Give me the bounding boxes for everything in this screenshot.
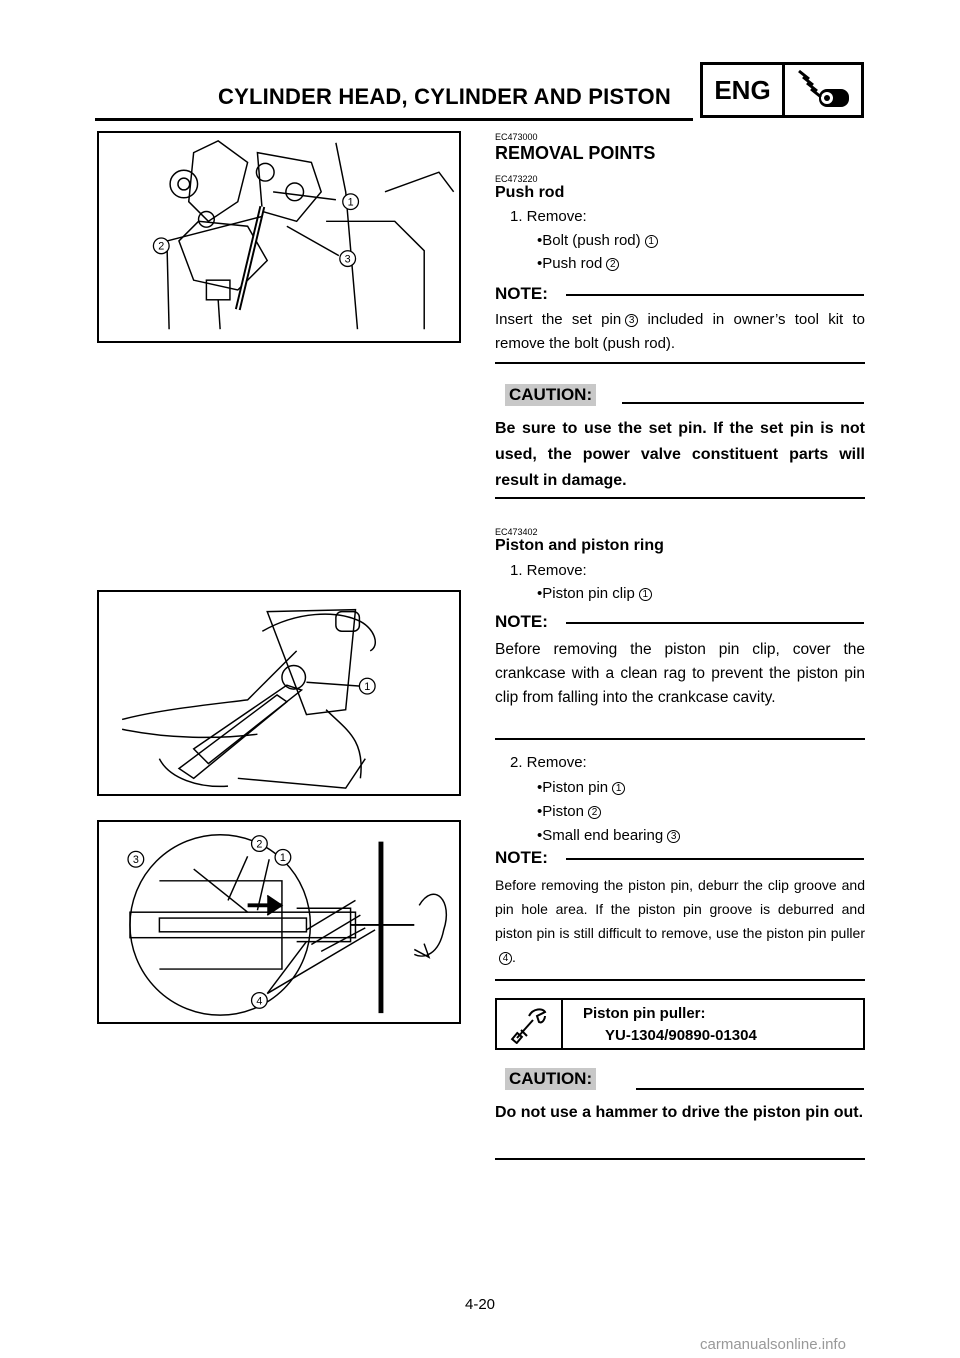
caution-rule <box>636 1088 864 1090</box>
pushrod-heading: Push rod <box>495 184 565 201</box>
piston-code: EC473402 <box>495 527 538 537</box>
fig3-callout-4: 4 <box>256 995 263 1008</box>
piston-note2-text: Before removing the piston pin, deburr the clip groove and pin hole area. If the piston pin groove is deburred and piston pin is still difficult to remove, use the piston pin puller4 . <box>495 877 865 965</box>
pushrod-note-label: NOTE: <box>495 284 548 303</box>
eng-section-badge <box>700 62 864 118</box>
watermark: carmanualsonline.info <box>700 1336 846 1353</box>
piston-item-clip: • Piston pin clip 1 <box>537 583 652 605</box>
piston-caution-label: CAUTION: <box>505 1068 596 1090</box>
piston-step-2: 2. Remove: <box>510 754 587 771</box>
ref-4: 4 <box>499 952 512 965</box>
ref-3: 3 <box>625 314 638 327</box>
piston-caution-text: Do not use a hammer to drive the piston pin out. <box>495 1104 864 1121</box>
piston-item-bearing: • Small end bearing 3 <box>537 825 680 847</box>
ref-1: 1 <box>612 782 625 795</box>
pushrod-code: EC473220 <box>495 174 538 184</box>
tool-code: YU-1304/90890-01304 <box>605 1027 757 1044</box>
fig1-callout-2: 2 <box>158 240 165 253</box>
pushrod-note-text: Insert the set pin 3 included in owner’s tool kit to remove the bolt (push rod). <box>495 311 865 352</box>
caution-rule <box>622 402 864 404</box>
fig1-callout-3: 3 <box>344 253 351 266</box>
figure-piston-pin-puller <box>97 820 461 1024</box>
eng-label: ENG <box>703 65 785 115</box>
piston-note2-label: NOTE: <box>495 848 548 867</box>
ref-3: 3 <box>667 830 680 843</box>
tool-name: Piston pin puller: <box>583 1005 706 1022</box>
piston-note1-label: NOTE: <box>495 612 548 631</box>
engine-bolt-icon <box>785 65 861 115</box>
piston-note1-text: Before removing the piston pin clip, cover the crankcase with a clean rag to prevent the piston pin clip from falling into the crankcase cavity. <box>495 641 865 706</box>
pushrod-caution-label: CAUTION: <box>505 384 596 406</box>
removal-code: EC473000 <box>495 132 538 142</box>
caution-end-rule <box>495 1158 865 1160</box>
ref-1: 1 <box>639 588 652 601</box>
pushrod-item-rod: • Push rod 2 <box>537 253 619 275</box>
pushrod-item-bolt: • Bolt (push rod) 1 <box>537 230 658 252</box>
piston-step-1: 1. Remove: <box>510 562 587 579</box>
ref-2: 2 <box>606 258 619 271</box>
header-rule <box>95 118 693 121</box>
note-rule <box>566 294 864 296</box>
note-end-rule <box>495 979 865 981</box>
piston-item-pin: • Piston pin 1 <box>537 777 625 799</box>
special-tool-box <box>495 998 865 1050</box>
page-number: 4-20 <box>464 1296 496 1313</box>
fig3-callout-1: 1 <box>279 852 286 865</box>
figure-piston-pin-clip <box>97 590 461 796</box>
pushrod-step-1: 1. Remove: <box>510 208 587 225</box>
ref-2: 2 <box>588 806 601 819</box>
note-rule <box>566 858 864 860</box>
ref-1: 1 <box>645 235 658 248</box>
fig3-callout-3: 3 <box>132 854 139 867</box>
special-tool-icon <box>497 1000 563 1048</box>
note-end-rule <box>495 738 865 740</box>
page-header-title: CYLINDER HEAD, CYLINDER AND PISTON <box>218 84 671 109</box>
removal-points-heading: REMOVAL POINTS <box>495 143 656 163</box>
figure-push-rod <box>97 131 461 343</box>
pushrod-caution-text: Be sure to use the set pin. If the set pin is not used, the power valve constituent parts will result in damage. <box>495 420 865 489</box>
note-rule <box>566 622 864 624</box>
caution-end-rule <box>495 497 865 499</box>
fig1-callout-1: 1 <box>347 196 354 209</box>
piston-heading: Piston and piston ring <box>495 537 664 554</box>
note-end-rule <box>495 362 865 364</box>
piston-item-piston: • Piston 2 <box>537 801 601 823</box>
fig3-callout-2: 2 <box>256 838 263 851</box>
fig2-callout-1: 1 <box>364 681 371 694</box>
